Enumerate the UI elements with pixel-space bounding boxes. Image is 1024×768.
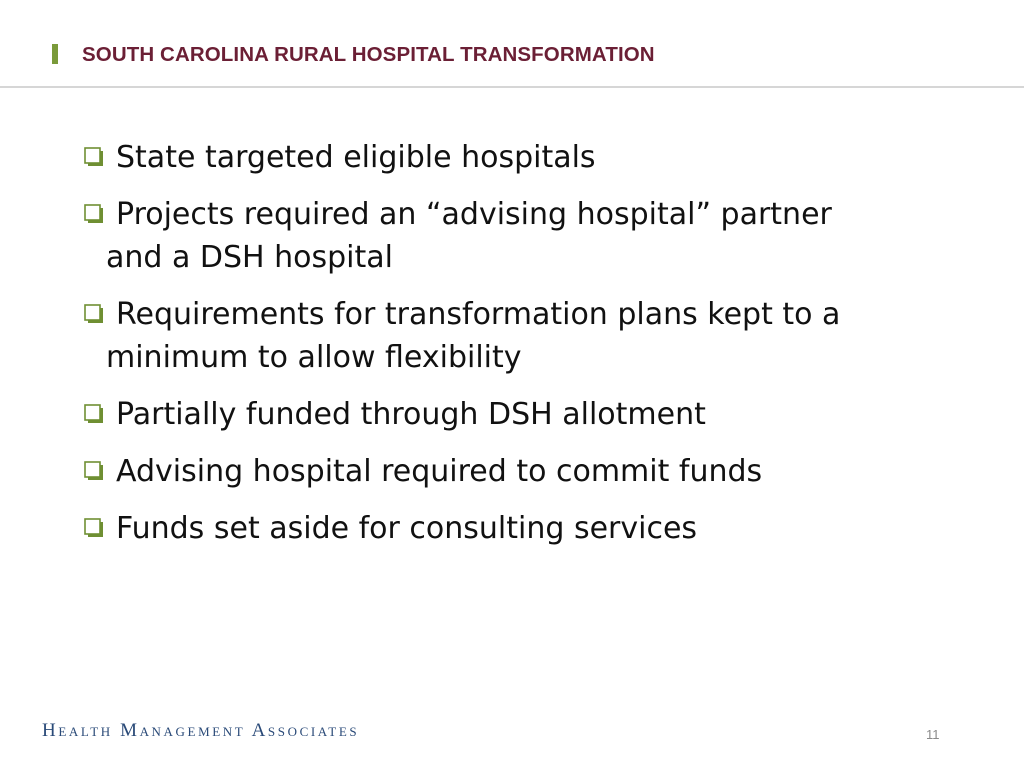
checkbox-bullet-icon	[84, 147, 104, 167]
checkbox-bullet-icon	[84, 304, 104, 324]
bullet-list	[82, 136, 922, 564]
bullet-text: Advising hospital required to commit funds	[116, 454, 763, 489]
bullet-text: Partially funded through DSH allotment	[116, 397, 706, 432]
title-divider	[0, 86, 1024, 88]
bullet-text: State targeted eligible hospitals	[116, 140, 596, 175]
bullet-text-continued: minimum to allow flexibility	[106, 340, 522, 375]
bullet-text: Requirements for transformation plans kept to a	[116, 297, 841, 332]
checkbox-bullet-icon	[84, 404, 104, 424]
bullet-item	[82, 507, 922, 550]
bullet-text-continued: and a DSH hospital	[106, 240, 393, 275]
bullet-item	[82, 193, 922, 279]
checkbox-bullet-icon	[84, 518, 104, 538]
bullet-item	[82, 136, 922, 179]
page-number: 11	[926, 727, 940, 742]
title-accent-bar	[52, 44, 58, 64]
checkbox-bullet-icon	[84, 461, 104, 481]
bullet-item	[82, 450, 922, 493]
checkbox-bullet-icon	[84, 204, 104, 224]
bullet-item	[82, 393, 922, 436]
bullet-text: Projects required an “advising hospital” partner	[116, 197, 832, 232]
bullet-text: Funds set aside for consulting services	[116, 511, 698, 546]
company-logo: Health Management Associates	[42, 720, 360, 741]
slide-title: SOUTH CAROLINA RURAL HOSPITAL TRANSFORMATION	[82, 43, 655, 66]
bullet-item	[82, 293, 922, 379]
